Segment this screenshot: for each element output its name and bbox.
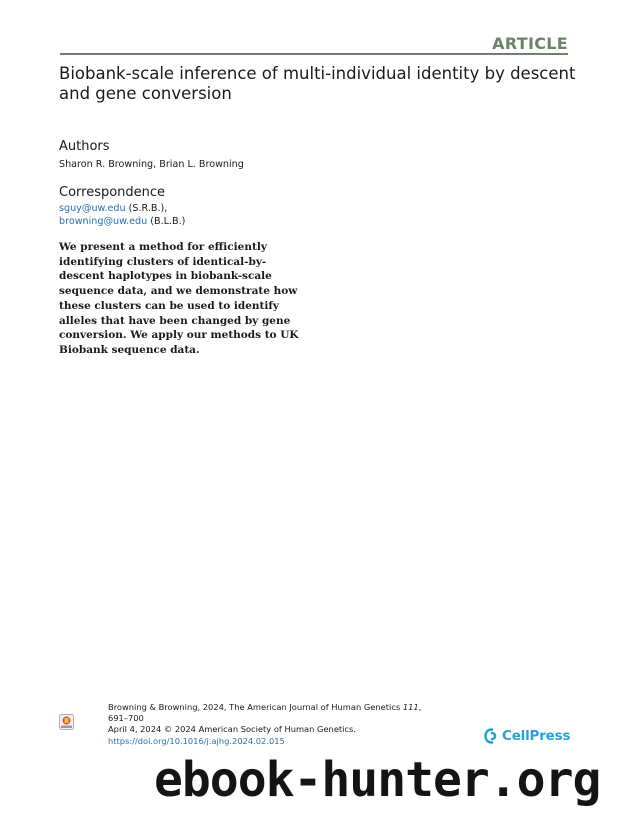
citation-date-copyright: April 4, 2024 © 2024 American Society of Human Genetics. (108, 724, 356, 735)
author-names: Sharon R. Browning, Brian L. Browning (59, 159, 244, 170)
citation-line-1 (108, 702, 428, 724)
header-divider (60, 53, 568, 55)
citation-pages: , 691–700 (108, 702, 422, 724)
email-initials: (S.R.B.), (125, 203, 168, 214)
correspondence-entry (59, 203, 167, 214)
cellpress-logo[interactable] (484, 727, 570, 745)
citation-block (108, 702, 428, 747)
article-title: Biobank-scale inference of multi-individual identity by descent and gene conversion (59, 64, 576, 103)
citation-journal: Browning & Browning, 2024, The American Journal of Human Genetics (108, 702, 403, 712)
summary-paragraph: We present a method for efficiently identifying clusters of identical-by-descent haplotypes in biobank-scale sequence data, and we demonstrate how these clusters can be used to identify alleles that have been changed by gene conversion. We apply our methods to UK Biobank sequence data. (59, 241, 299, 356)
cellpress-logo-icon (484, 728, 500, 744)
cellpress-name: CellPress (502, 728, 571, 744)
correspondence-entry (59, 216, 185, 227)
crossmark-icon[interactable] (59, 714, 74, 730)
email-link[interactable]: sguy@uw.edu (59, 203, 126, 214)
correspondence-heading: Correspondence (59, 185, 166, 200)
watermark-text: ebook-hunter.org (154, 752, 601, 808)
doi-link[interactable]: https://doi.org/10.1016/j.ajhg.2024.02.015 (108, 735, 285, 746)
email-link[interactable]: browning@uw.edu (59, 216, 148, 227)
citation-volume: 111 (402, 702, 419, 712)
article-type-label: ARTICLE (492, 34, 568, 53)
authors-heading: Authors (59, 139, 110, 154)
email-initials: (B.L.B.) (147, 216, 186, 227)
